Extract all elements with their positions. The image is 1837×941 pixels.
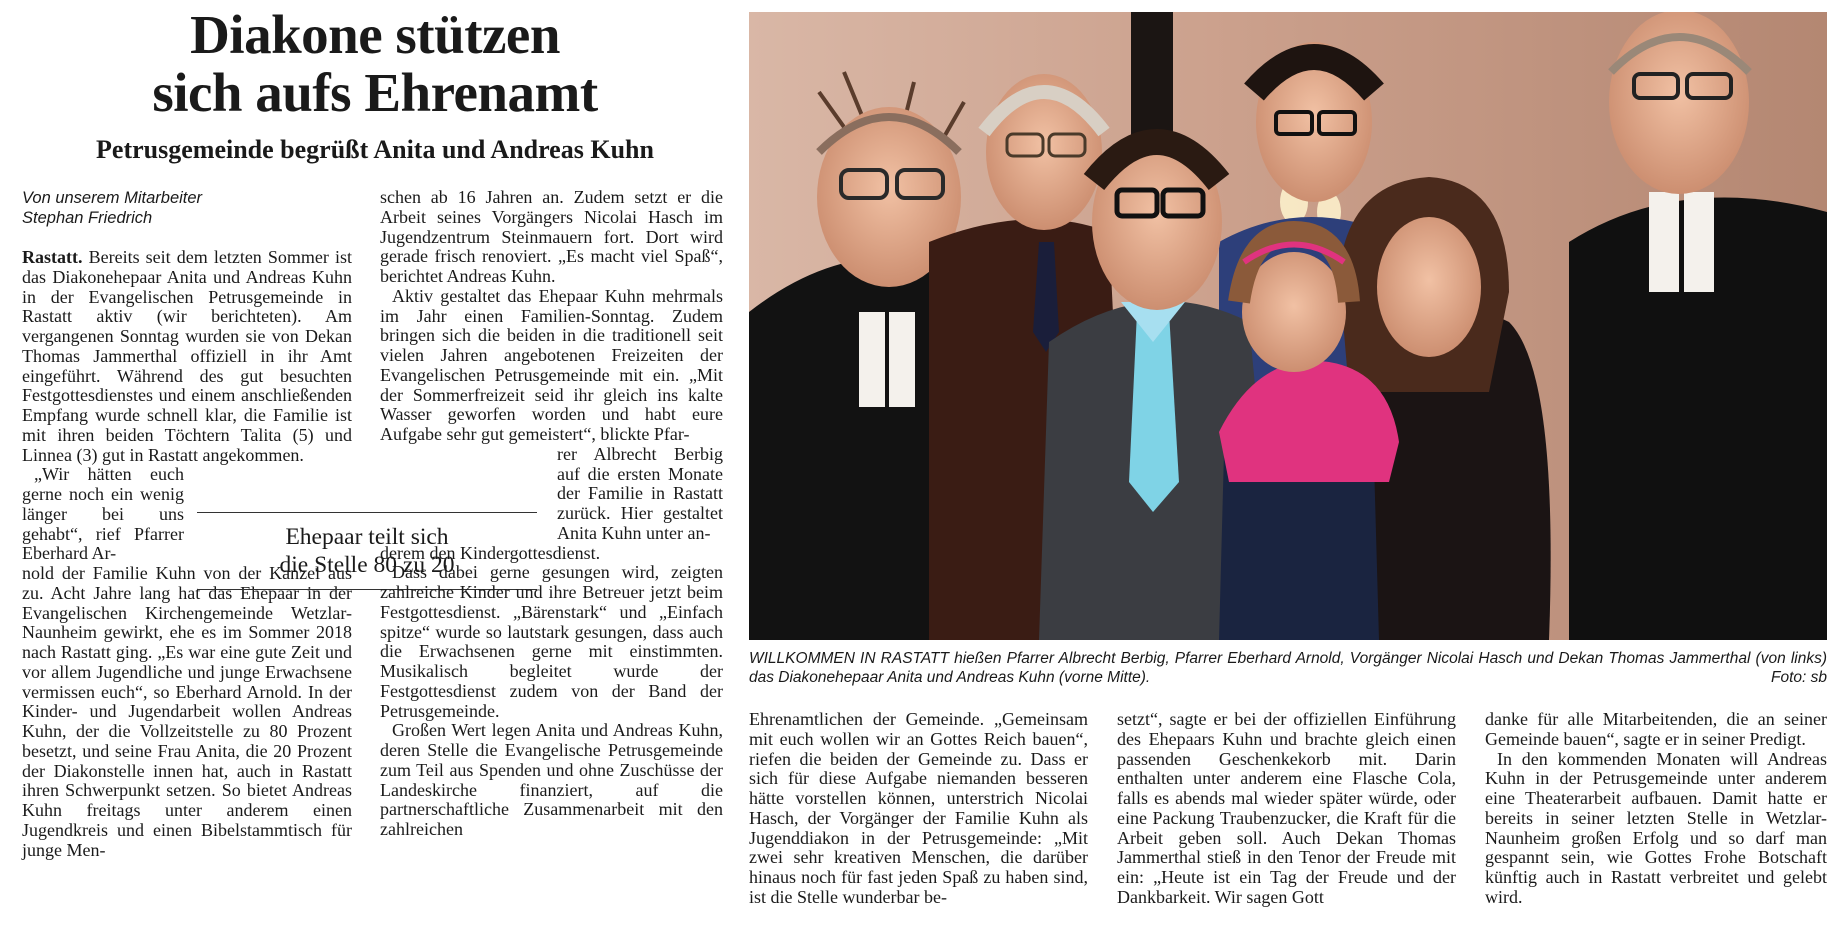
paragraph: Dass dabei gerne gesungen wird, zeigten zahlreiche Kinder und ihre Betreuer jetzt beim Festgottesdienst. „Bärenstark“ und „Einfach spitze“ wurde so lautstark gesungen, dass auch die Erwachsenen gerne mit einstimmten. Musikalisch begleitet wurde der Festgottesdienst zudem von der Band der Petrusgemeinde. bbox=[380, 562, 723, 721]
paragraph: Großen Wert legen Anita und Andreas Kuhn, deren Stelle die Evangelische Petrusgemeinde zum Teil aus Spenden und ohne Zuschüsse der Landeskirche finanziert, auf die partnerschaftliche Zusammenarbeit mit den zahlreichen bbox=[380, 720, 723, 839]
byline-author: Stephan Friedrich bbox=[22, 209, 153, 227]
paragraph: In den kommenden Monaten will Andreas Kuhn in der Petrusgemeinde unter anderem eine Theaterarbeit aufbauen. Damit hatte er bereits in seiner letzten Stelle in Wetzlar-Naunheim großen Erfolg und so darf man gespannt sein, wie Gottes Frohe Botschaft künftig auch in Rastatt verbreitet und gelebt wird. bbox=[1485, 748, 1827, 907]
paragraph: schen ab 16 Jahren an. Zudem setzt er die Arbeit seines Vorgängers Nicolai Hasch im Jugendzentrum Steinmauern fort. Dort wird gerade frisch renoviert. „Es macht viel Spaß“, berichtet Andreas Kuhn. bbox=[380, 187, 723, 286]
paragraph-narrow: rer Albrecht Berbig auf die ersten Monate der Familie in Rastatt zurück. Hier gestaltet Anita Kuhn unter an- bbox=[557, 443, 723, 543]
pull-quote-line-2: die Stelle 80 zu 20 bbox=[279, 552, 455, 578]
pull-quote-line-1: Ehepaar teilt sich bbox=[285, 524, 449, 550]
byline bbox=[22, 188, 352, 228]
headline-line-1: Diakone stützen bbox=[190, 4, 560, 65]
paragraph: danke für alle Mitarbeitenden, die an seiner Gemeinde bauen“, sagte er in seiner Predigt. bbox=[1485, 709, 1827, 749]
byline-role: Von unserem Mitarbeiter bbox=[22, 189, 203, 207]
paragraph-narrow: „Wir hätten euch gerne noch ein wenig länger bei uns gehabt“, rief Pfarrer Eberhard Ar- bbox=[22, 464, 184, 564]
paragraph-continued: nold der Familie Kuhn von der Kanzel aus zu. Acht Jahre lang hat das Ehepaar in der Evangelischen Kirchengemeinde Wetzlar-Naunheim gewirkt, ehe es im Sommer 2018 nach Rastatt ging. „Es war eine gute Zeit und vor allem Jugendliche und junge Erwachsene vermissen euch“, so Eberhard Arnold. In der Kinder- und Jugendarbeit wollen Andreas Kuhn, der die Vollzeitstelle zu 80 Prozent besetzt, und seine Frau Anita, die 20 Prozent der Diakonstelle innen hat, auch in Rastatt ihren Schwerpunkt setzen. So bietet Andreas Kuhn freitags unter anderem einen Jugendkreis und einen Bibelstammtisch für junge Men- bbox=[22, 563, 352, 860]
group-photo-illustration bbox=[749, 12, 1827, 640]
article-subheadline: Petrusgemeinde begrüßt Anita und Andreas Kuhn bbox=[96, 135, 654, 164]
paragraph: setzt“, sagte er bei der offiziellen Einführung des Ehepaars Kuhn und brachte gleich einen passenden Geschenkekorb mit. Darin enthalten unter anderem eine Flasche Cola, falls es abends mal wieder später würde, oder eine Packung Traubenzucker, die Kraft für die Arbeit geben soll. Auch Dekan Thomas Jammerthal stieß in den Tenor der Freude mit ein: „Heute ist ein Tag der Freude und der Dankbarkeit. Wir sagen Gott bbox=[1117, 709, 1456, 907]
paragraph: Aktiv gestaltet das Ehepaar Kuhn mehrmals im Jahr einen Familien-Sonntag. Zudem bringen sich die beiden in die traditionell seit vielen Jahren angebotenen Freizeiten der Evangelischen Petrusgemeinde mit ein. „Mit der Sommerfreizeit seid ihr gleich ins kalte Wasser geworfen worden und habt eure Aufgabe sehr gut gemeistert“, blickte Pfar- bbox=[380, 285, 723, 444]
article-headline bbox=[20, 6, 730, 122]
text-column-3 bbox=[749, 710, 1088, 908]
headline-line-2: sich aufs Ehrenamt bbox=[152, 62, 598, 123]
photo-caption bbox=[749, 649, 1827, 687]
photo-credit: Foto: sb bbox=[1771, 669, 1827, 686]
caption-text: WILLKOMMEN IN RASTATT hießen Pfarrer Albrecht Berbig, Pfarrer Eberhard Arnold, Vorgänger Nicolai Hasch und Dekan Thomas Jammerthal (von links) das Diakonehepaar Anita und Andreas Kuhn (vorne Mitte). bbox=[749, 650, 1827, 686]
text-column-5 bbox=[1485, 710, 1827, 908]
paragraph-text: Bereits seit dem letzten Sommer ist das Diakonehepaar Anita und Andreas Kuhn in der Evangelischen Petrusgemeinde in Rastatt aktiv (wir berichteten). Am vergangenen Sonntag wurden sie von Dekan Thomas Jammerthal offiziell in ihr Amt eingeführt. Während des gut besuchten Festgottesdienstes und einem anschließenden Empfang wurde schnell klar, die Familie ist mit ihren beiden Töchtern Talita (5) und Linnea (3) gut in Rastatt angekommen. bbox=[22, 247, 352, 465]
text-column-4 bbox=[1117, 710, 1456, 908]
paragraph bbox=[22, 248, 352, 465]
text-column-2 bbox=[380, 188, 723, 840]
article-photo bbox=[749, 12, 1827, 640]
paragraph-continued: derem den Kindergottesdienst. bbox=[380, 542, 601, 563]
paragraph: Ehrenamtlichen der Gemeinde. „Gemeinsam mit euch wollen wir an Gottes Reich bauen“, riefen die beiden der Gemeinde zu. Dass er sich für diese Aufgabe niemanden besseren hätte vorstellen können, unterstrich Nicolai Hasch, der Vorgänger der Familie Kuhn als Jugenddiakon in der Petrusgemeinde: „Mit zwei sehr kreativen Menschen, die darüber hinaus noch für fast jeden Spaß zu haben sind, ist die Stelle wunderbar be- bbox=[749, 709, 1088, 907]
dateline: Rastatt. bbox=[22, 247, 83, 267]
